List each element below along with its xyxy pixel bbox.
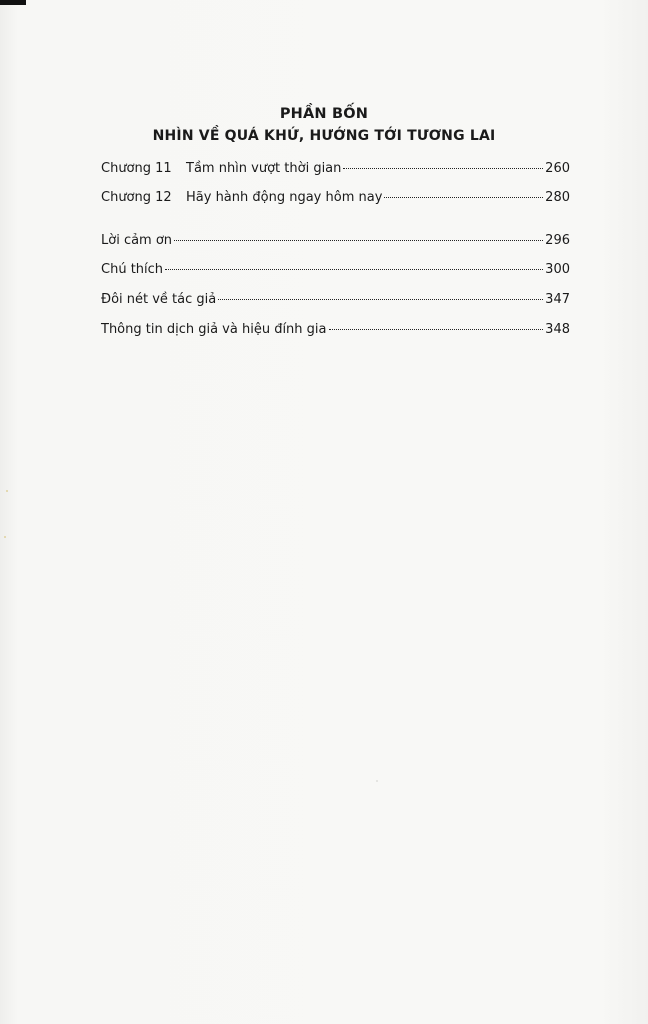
paper-speck: [4, 536, 6, 538]
dot-leader: [329, 329, 544, 330]
page-number: 260: [545, 161, 570, 176]
entry-title: Chú thích: [101, 262, 164, 277]
chapter-number: Chương 11: [101, 161, 172, 176]
toc-entry-notes: [101, 260, 570, 280]
paper-speck: [376, 780, 378, 782]
toc-entry-chapter-11: [101, 159, 570, 179]
toc-entry-acknowledgements: [101, 231, 570, 251]
dot-leader: [218, 299, 543, 300]
chapter-number: Chương 12: [101, 190, 172, 205]
page-number: 280: [545, 190, 570, 205]
part-subtitle: NHÌN VỀ QUÁ KHỨ, HƯỚNG TỚI TƯƠNG LAI: [152, 128, 496, 144]
dot-leader: [165, 269, 543, 270]
chapter-title: Hãy hành động ngay hôm nay: [186, 190, 383, 205]
page-number: 296: [545, 233, 570, 248]
page-number: 348: [545, 322, 570, 337]
page-edge-mark: [0, 0, 26, 5]
entry-title: Đôi nét về tác giả: [101, 292, 217, 307]
paper-speck: [6, 490, 8, 492]
entry-title: Thông tin dịch giả và hiệu đính gia: [101, 322, 327, 337]
dot-leader: [174, 240, 543, 241]
toc-entry-chapter-12: [101, 188, 570, 208]
dot-leader: [384, 197, 543, 198]
entry-title: Lời cảm ơn: [101, 233, 173, 248]
chapter-title: Tầm nhìn vượt thời gian: [186, 161, 342, 176]
part-title: PHẦN BỐN: [279, 106, 369, 122]
page-number: 300: [545, 262, 570, 277]
dot-leader: [343, 168, 543, 169]
page-number: 347: [545, 292, 570, 307]
toc-entry-translator-info: [101, 320, 570, 340]
toc-entry-about-author: [101, 290, 570, 310]
